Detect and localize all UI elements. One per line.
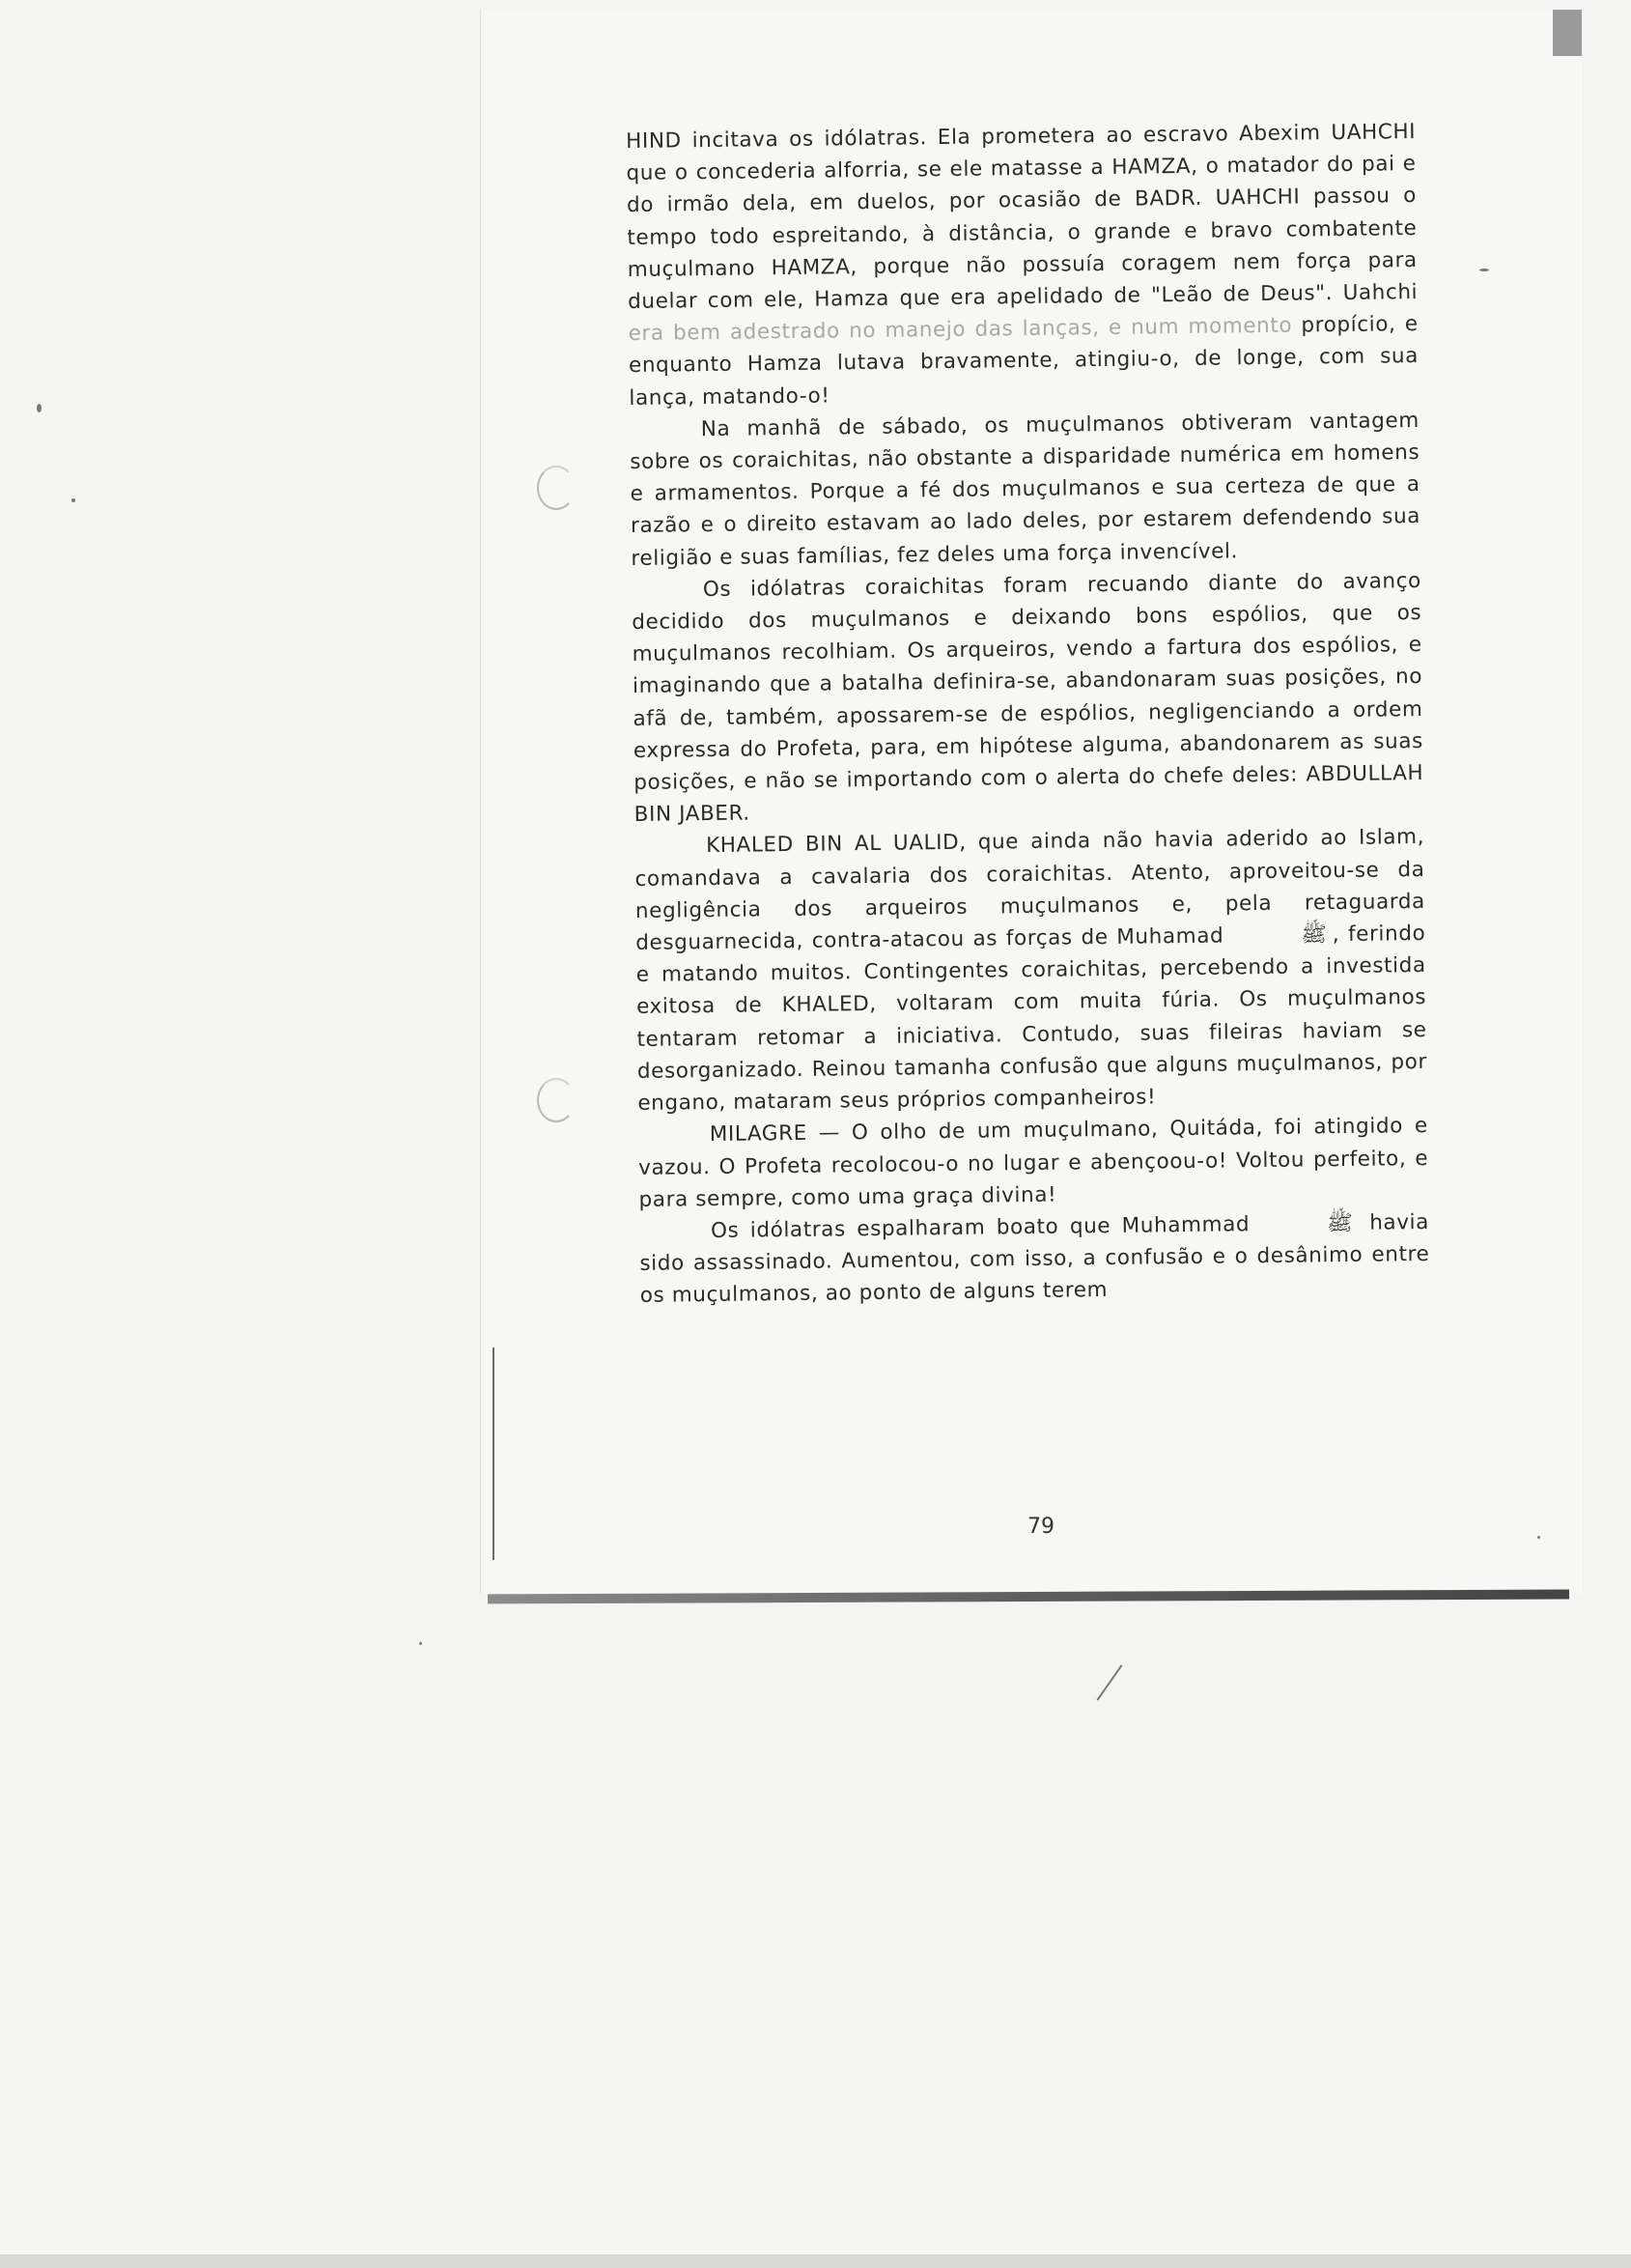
scan-speck — [419, 1642, 422, 1645]
scan-speck — [71, 498, 75, 502]
scan-speck — [1479, 269, 1489, 271]
paragraph-khaled — [634, 821, 1428, 1120]
paragraph-text: , ferindo e matando muitos. Contingentes coraichitas, percebendo a investida exitosa de KHALED, voltaram com muita fúria. Os muçulmanos tentaram retomar a iniciativa. Contudo, suas fileiras haviam se desorganizado. Reinou tamanha confusão que alguns muçulmanos, por engano, mataram seus próprios companheiros! — [635, 921, 1428, 1117]
page-number: 79 — [1027, 1515, 1055, 1539]
page-left-edge-line — [492, 1347, 494, 1560]
punch-hole-mark — [537, 466, 576, 510]
blessing-calligraphy-icon: ﷺ — [1301, 922, 1328, 948]
paragraph-hind — [626, 116, 1420, 414]
paragraph-saturday: Na manhã de sábado, os muçulmanos obtiveram vantagem sobre os coraichitas, não obstante a disparidade numérica em homens e armamentos. Porque a fé dos muçulmanos e sua certeza de que a razão e o direito estavam ao lado deles, por estarem defendendo sua religião e suas famílias, fez deles uma força invencível. — [630, 408, 1421, 571]
paragraph-miracle: MILAGRE — O olho de um muçulmano, Quitáda, foi atingido e vazou. O Profeta recolocou-o no lugar e abençoou-o! Voltou perfeito, e para sempre, como uma graça divina! — [638, 1114, 1429, 1212]
paragraph-text: Os idólatras espalharam boato que Muhammad — [710, 1212, 1251, 1243]
scan-corner-shadow — [1553, 10, 1582, 56]
blessing-calligraphy-icon: ﷺ — [1327, 1210, 1353, 1236]
paragraph-retreat: Os idólatras coraichitas foram recuando diante do avanço decidido dos muçulmanos e deixando bons espólios, que os muçulmanos recolhiam. Os arqueiros, vendo a fartura dos espólios, e imaginando que a batalha definira-se, abandonaram suas posições, no afã de, também, apossarem-se de espólios, negligenciando a ordem expressa do Profeta, para, em hipótese alguma, abandonarem as suas posições, e não se importando com o alerta do chefe deles: ABDULLAH BIN JABER. — [632, 568, 1424, 828]
pencil-mark — [1097, 1664, 1123, 1700]
faded-text: era bem adestrado no manejo das lanças, e num momento — [628, 313, 1293, 347]
scan-bottom-strip — [0, 2254, 1631, 2268]
punch-hole-mark — [537, 1078, 576, 1122]
page-body-text — [626, 116, 1430, 1312]
paragraph-text: KHALED BIN AL UALID, que ainda não havia aderido ao Islam, comandava a cavalaria dos coraichitas. Atento, aproveitou-se da negligência dos arqueiros muçulmanos e, pela retaguarda desguarnecida, contra-atacou as forças de Muhamad — [634, 825, 1426, 956]
scan-speck — [1537, 1536, 1540, 1539]
paragraph-rumor — [639, 1206, 1430, 1313]
paragraph-text: havia sido assassinado. Aumentou, com isso, a confusão e o desânimo entre os muçulmanos, ao ponto de alguns terem — [639, 1209, 1430, 1309]
scan-speck — [37, 404, 42, 412]
paragraph-text: propício, e enquanto Hamza lutava bravamente, atingiu-o, de longe, com sua lança, matando-o! — [628, 312, 1420, 411]
paragraph-text: HIND incitava os idólatras. Ela prometera ao escravo Abexim UAHCHI que o concederia alforria, se ele matasse a HAMZA, o matador do pai e do irmão dela, em duelos, por ocasião de BADR. UAHCHI passou o tempo todo espreitando, à distância, o grande e bravo combatente muçulmano HAMZA, porque não possuía coragem nem força para duelar com ele, Hamza que era apelidado de "Leão de Deus". Uahchi — [626, 120, 1419, 315]
